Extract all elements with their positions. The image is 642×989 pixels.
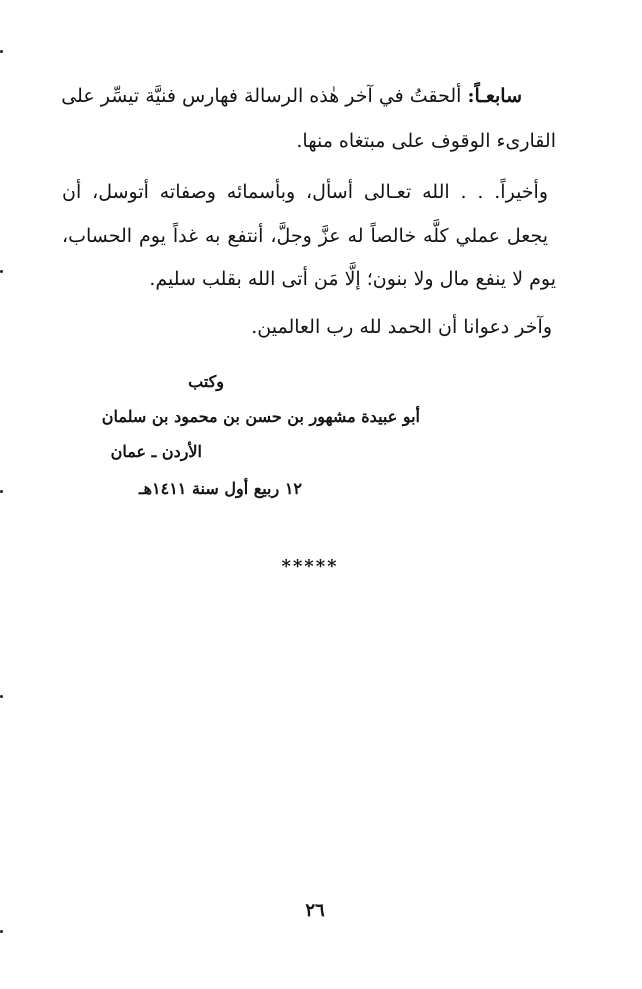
paragraph-2-line-2: يجعل عملي كلَّه خالصاً له عزَّ وجلَّ، أنتفع به غداً يوم الحساب، [62, 225, 548, 247]
paragraph-2-line-3: يوم لا ينفع مال ولا بنون؛ إلَّا مَن أتى الله بقلب سليم. [149, 268, 556, 290]
paragraph-1-line-1-text: ألحقتُ في آخر هٰذه الرسالة فهارس فنيَّة تيسِّر على [61, 85, 462, 107]
page-number: ٢٦ [305, 900, 325, 921]
paragraph-1-lead: سابعـاً: [467, 85, 522, 107]
paragraph-1-line-2: القارىء الوقوف على مبتغاه منها. [296, 130, 556, 152]
section-separator: ***** [281, 556, 339, 577]
signature-name: أبو عبيدة مشهور بن حسن بن محمود بن سلمان [101, 407, 420, 426]
signature-wrote: وكتب [188, 372, 224, 391]
scan-mark [0, 490, 3, 493]
scan-mark [0, 695, 3, 698]
paragraph-3-line-1: وآخر دعوانا أن الحمد لله رب العالمين. [251, 316, 552, 338]
scan-mark [0, 270, 3, 273]
signature-date: ١٢ ربيع أول سنة ١٤١١هـ [138, 479, 302, 498]
scan-mark [0, 50, 3, 53]
paragraph-2-line-1: وأخيراً. . . الله تعـالى أسأل، وبأسمائه وصفاته أتوسل، أن [62, 181, 548, 203]
signature-place: الأردن ـ عمان [110, 442, 202, 461]
paragraph-1-line-1 [62, 87, 522, 106]
scan-mark [0, 930, 3, 933]
